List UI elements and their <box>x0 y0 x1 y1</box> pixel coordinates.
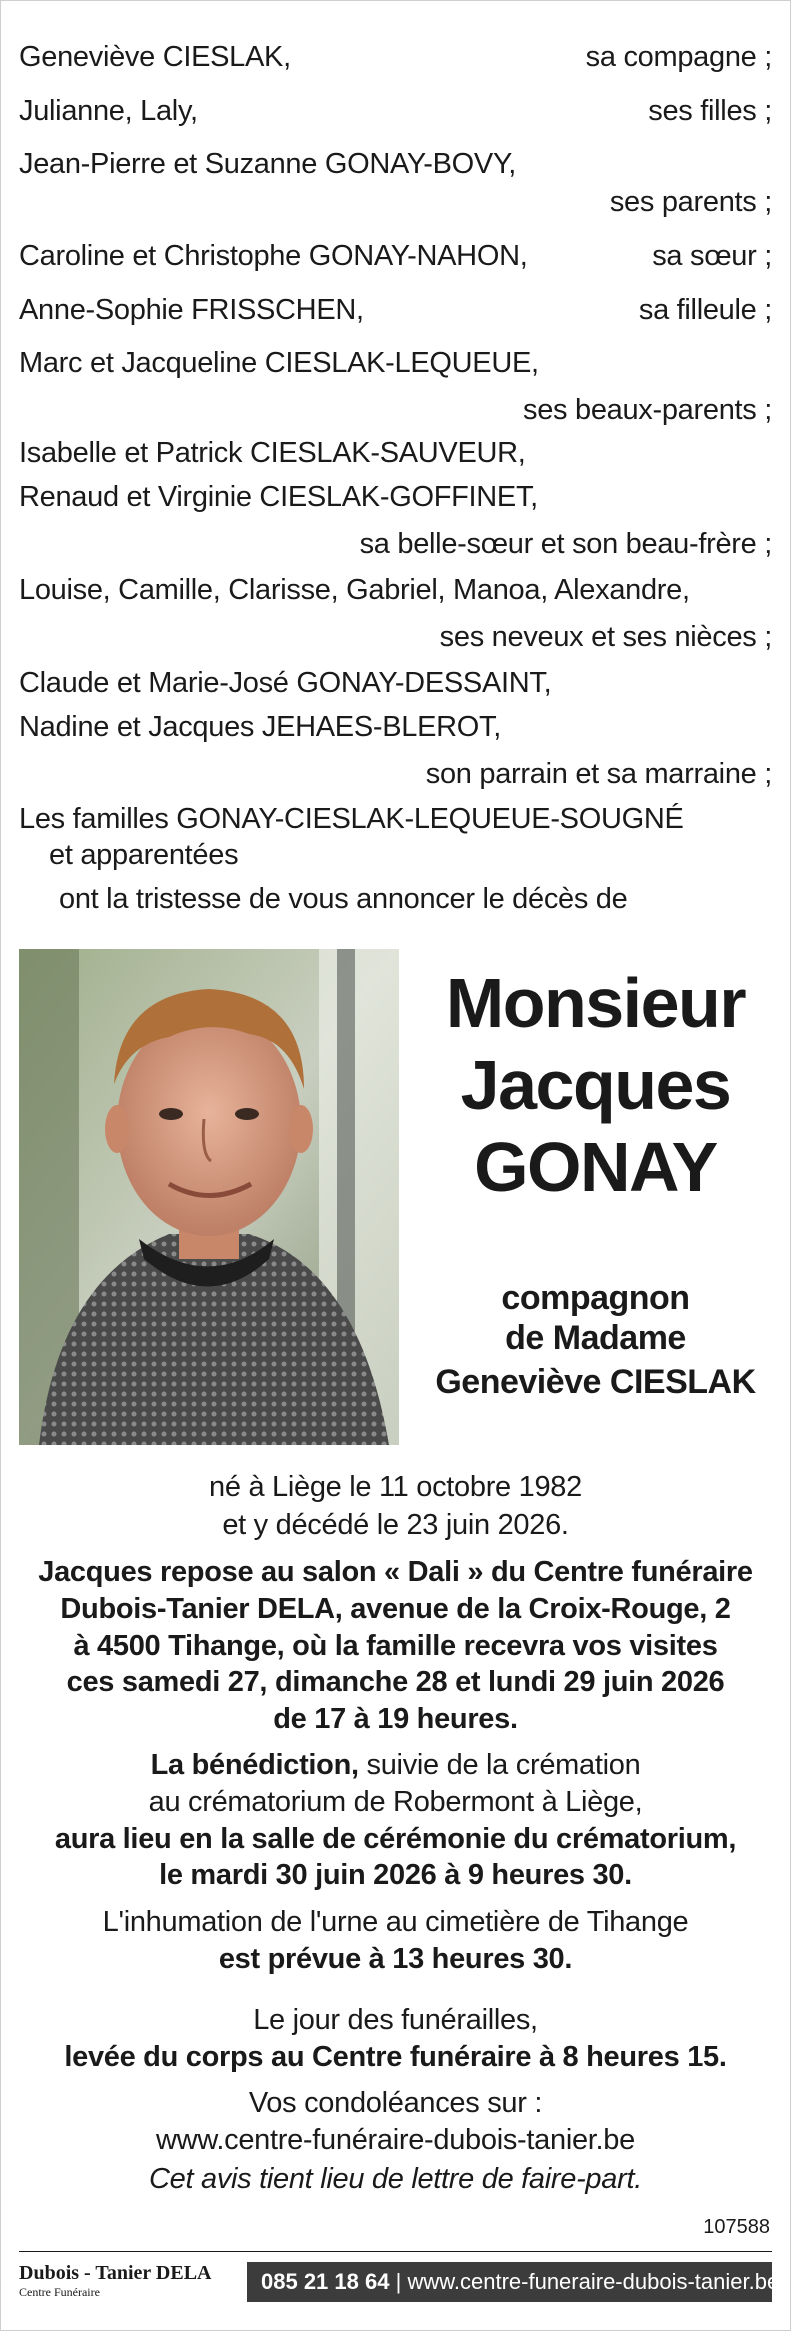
faire-part-note: Cet avis tient lieu de lettre de faire-part. <box>149 2163 642 2195</box>
funeral-day-line-1: Le jour des funérailles, <box>253 2004 538 2036</box>
relative-name: Jean-Pierre et Suzanne GONAY-BOVY, <box>19 148 517 180</box>
relative-relation: ses beaux-parents ; <box>523 394 772 426</box>
salon-line: de 17 à 19 heures. <box>273 1703 518 1735</box>
born-line: né à Liège le 11 octobre 1982 <box>209 1471 582 1503</box>
logo-main-text: Dubois - Tanier DELA <box>19 2262 212 2284</box>
relative-relation: sa sœur ; <box>652 240 772 272</box>
condolences-line: Vos condoléances sur : <box>248 2087 543 2119</box>
reference-number: 107588 <box>703 2216 770 2238</box>
ceremony-line-2: au crématorium de Robermont à Liège, <box>148 1786 643 1818</box>
companion-line-2: de Madame <box>505 1319 686 1357</box>
relative-relation: sa compagne ; <box>585 41 772 73</box>
relative-name: Geneviève CIESLAK, <box>19 41 291 73</box>
salon-line: Dubois-Tanier DELA, avenue de la Croix-Rouge, 2 <box>60 1593 731 1625</box>
salon-line: à 4500 Tihange, où la famille recevra vos visites <box>73 1630 718 1662</box>
funeral-home-logo <box>19 2262 229 2300</box>
announce-text: ont la tristesse de vous annoncer le décès de <box>59 883 628 915</box>
relative-name: Claude et Marie-José GONAY-DESSAINT, <box>19 667 552 699</box>
funeral-day-line-2: levée du corps au Centre funéraire à 8 heures 15. <box>64 2041 727 2073</box>
contact-separator: | <box>395 2269 402 2294</box>
deceased-first-name: Jacques <box>460 1046 731 1124</box>
deceased-photo <box>19 949 399 1445</box>
ceremony-line-1 <box>1 1749 790 1782</box>
died-line: et y décédé le 23 juin 2026. <box>222 1509 569 1541</box>
contact-bar <box>247 2262 780 2302</box>
salon-line: Jacques repose au salon « Dali » du Centre funéraire <box>38 1556 753 1588</box>
relative-name: Anne-Sophie FRISSCHEN, <box>19 294 364 326</box>
deceased-last-name: GONAY <box>474 1128 717 1206</box>
phone-number[interactable]: 085 21 18 64 <box>261 2269 390 2294</box>
deceased-title: Monsieur <box>445 964 746 1042</box>
relative-relation: sa belle-sœur et son beau-frère ; <box>359 528 772 560</box>
burial-line-2: est prévue à 13 heures 30. <box>218 1943 573 1975</box>
relative-name: Julianne, Laly, <box>19 95 198 127</box>
ceremony-rest: suivie de la crémation <box>358 1749 641 1781</box>
relative-name: Caroline et Christophe GONAY-NAHON, <box>19 240 528 272</box>
families-apparentees: et apparentées <box>49 839 239 871</box>
relative-name: Louise, Camille, Clarisse, Gabriel, Manoa, Alexandre, <box>19 574 690 606</box>
relative-name: Marc et Jacqueline CIESLAK-LEQUEUE, <box>19 347 539 379</box>
relative-relation: ses filles ; <box>648 95 772 127</box>
condolences-url[interactable]: www.centre-funéraire-dubois-tanier.be <box>156 2124 635 2156</box>
companion-line-1: compagnon <box>501 1279 690 1317</box>
ceremony-line-3: aura lieu en la salle de cérémonie du crématorium, <box>54 1823 737 1855</box>
footer <box>19 2251 780 2310</box>
ceremony-line-4: le mardi 30 juin 2026 à 9 heures 30. <box>159 1859 632 1891</box>
relative-relation: ses parents ; <box>609 186 772 218</box>
salon-line: ces samedi 27, dimanche 28 et lundi 29 juin 2026 <box>66 1666 725 1698</box>
burial-line-1: L'inhumation de l'urne au cimetière de Tihange <box>102 1906 689 1938</box>
relative-relation: sa filleule ; <box>638 294 772 326</box>
footer-website-link[interactable]: www.centre-funeraire-dubois-tanier.be <box>407 2269 780 2294</box>
relative-name: Nadine et Jacques JEHAES-BLEROT, <box>19 711 502 743</box>
ceremony-bold: La bénédiction, <box>150 1749 359 1781</box>
relative-relation: son parrain et sa marraine ; <box>425 758 772 790</box>
logo-sub-text: Centre Funéraire <box>19 2285 100 2299</box>
families-line: Les familles GONAY-CIESLAK-LEQUEUE-SOUGNÉ <box>19 803 684 835</box>
relative-name: Renaud et Virginie CIESLAK-GOFFINET, <box>19 481 538 513</box>
relative-name: Isabelle et Patrick CIESLAK-SAUVEUR, <box>19 437 526 469</box>
companion-line-3: Geneviève CIESLAK <box>435 1363 756 1401</box>
relative-relation: ses neveux et ses nièces ; <box>439 621 772 653</box>
